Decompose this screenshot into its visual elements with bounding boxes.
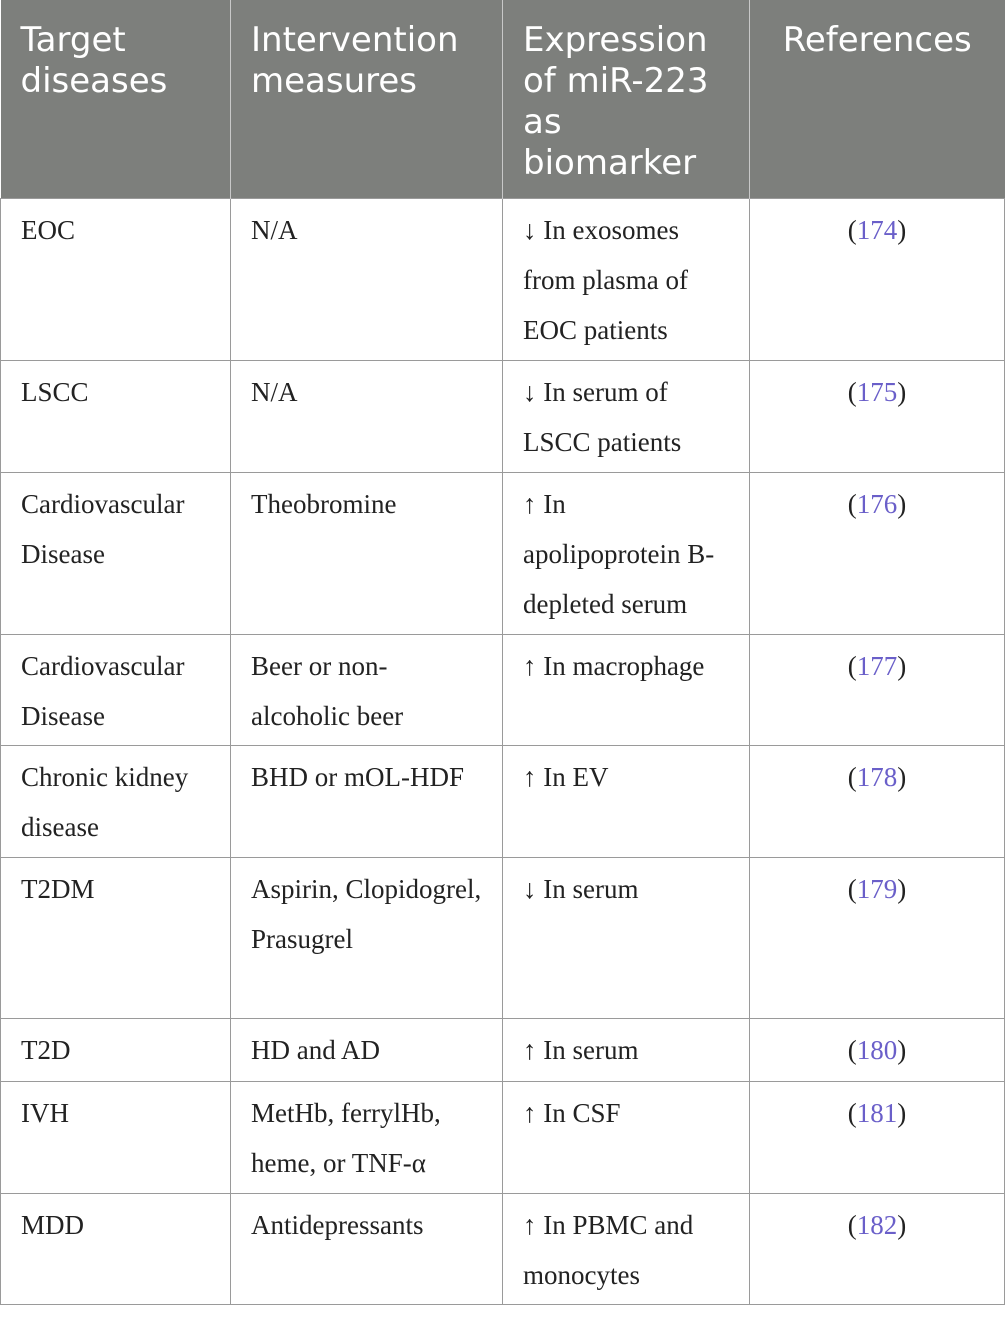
- table-row: [1, 199, 1005, 361]
- header-expression: Expression of miR-223 as biomarker: [503, 0, 750, 199]
- reference-cell: (177): [750, 635, 1005, 746]
- expression-cell: ↓ In exosomes from plasma of EOC patients: [503, 199, 750, 361]
- header-intervention-measures: Intervention measures: [231, 0, 503, 199]
- disease-cell: MDD: [1, 1194, 231, 1305]
- header-references: References: [750, 0, 1005, 199]
- expression-cell: ↓ In serum of LSCC patients: [503, 361, 750, 473]
- disease-cell: T2DM: [1, 858, 231, 1019]
- intervention-cell: Aspirin, Clopidogrel, Prasugrel: [231, 858, 503, 1019]
- reference-cell: (179): [750, 858, 1005, 1019]
- disease-cell: Cardiovascular Disease: [1, 473, 231, 635]
- intervention-cell: Theobromine: [231, 473, 503, 635]
- reference-link[interactable]: 176: [856, 489, 898, 519]
- reference-cell: (175): [750, 361, 1005, 473]
- disease-cell: Chronic kidney disease: [1, 746, 231, 858]
- expression-cell: ↑ In PBMC and monocytes: [503, 1194, 750, 1305]
- intervention-cell: N/A: [231, 361, 503, 473]
- expression-cell: ↑ In CSF: [503, 1082, 750, 1194]
- reference-link[interactable]: 175: [856, 377, 898, 407]
- reference-link[interactable]: 179: [856, 874, 898, 904]
- expression-cell: ↑ In EV: [503, 746, 750, 858]
- intervention-cell: Antidepressants: [231, 1194, 503, 1305]
- reference-link[interactable]: 178: [856, 762, 898, 792]
- reference-cell: (180): [750, 1019, 1005, 1082]
- reference-cell: (176): [750, 473, 1005, 635]
- expression-cell: ↑ In macrophage: [503, 635, 750, 746]
- reference-link[interactable]: 180: [856, 1035, 898, 1065]
- table-row: [1, 1194, 1005, 1305]
- disease-cell: Cardiovascular Disease: [1, 635, 231, 746]
- intervention-cell: N/A: [231, 199, 503, 361]
- table-row: [1, 858, 1005, 1019]
- disease-cell: IVH: [1, 1082, 231, 1194]
- disease-cell: T2D: [1, 1019, 231, 1082]
- expression-cell: ↑ In apolipoprotein B-depleted serum: [503, 473, 750, 635]
- intervention-cell: Beer or non-alcoholic beer: [231, 635, 503, 746]
- reference-link[interactable]: 177: [856, 651, 898, 681]
- reference-cell: (182): [750, 1194, 1005, 1305]
- reference-cell: (181): [750, 1082, 1005, 1194]
- intervention-cell: MetHb, ferrylHb, heme, or TNF-α: [231, 1082, 503, 1194]
- disease-cell: LSCC: [1, 361, 231, 473]
- table-row: [1, 1019, 1005, 1082]
- intervention-cell: HD and AD: [231, 1019, 503, 1082]
- disease-cell: EOC: [1, 199, 231, 361]
- reference-cell: (178): [750, 746, 1005, 858]
- reference-link[interactable]: 174: [856, 215, 898, 245]
- header-row: [1, 0, 1005, 199]
- table-row: [1, 361, 1005, 473]
- reference-link[interactable]: 181: [856, 1098, 898, 1128]
- reference-cell: (174): [750, 199, 1005, 361]
- header-target-diseases: Target diseases: [1, 0, 231, 199]
- expression-cell: ↓ In serum: [503, 858, 750, 1019]
- table-row: [1, 473, 1005, 635]
- table-row: [1, 746, 1005, 858]
- intervention-cell: BHD or mOL-HDF: [231, 746, 503, 858]
- table-row: [1, 1082, 1005, 1194]
- table-row: [1, 635, 1005, 746]
- expression-cell: ↑ In serum: [503, 1019, 750, 1082]
- reference-link[interactable]: 182: [856, 1210, 898, 1240]
